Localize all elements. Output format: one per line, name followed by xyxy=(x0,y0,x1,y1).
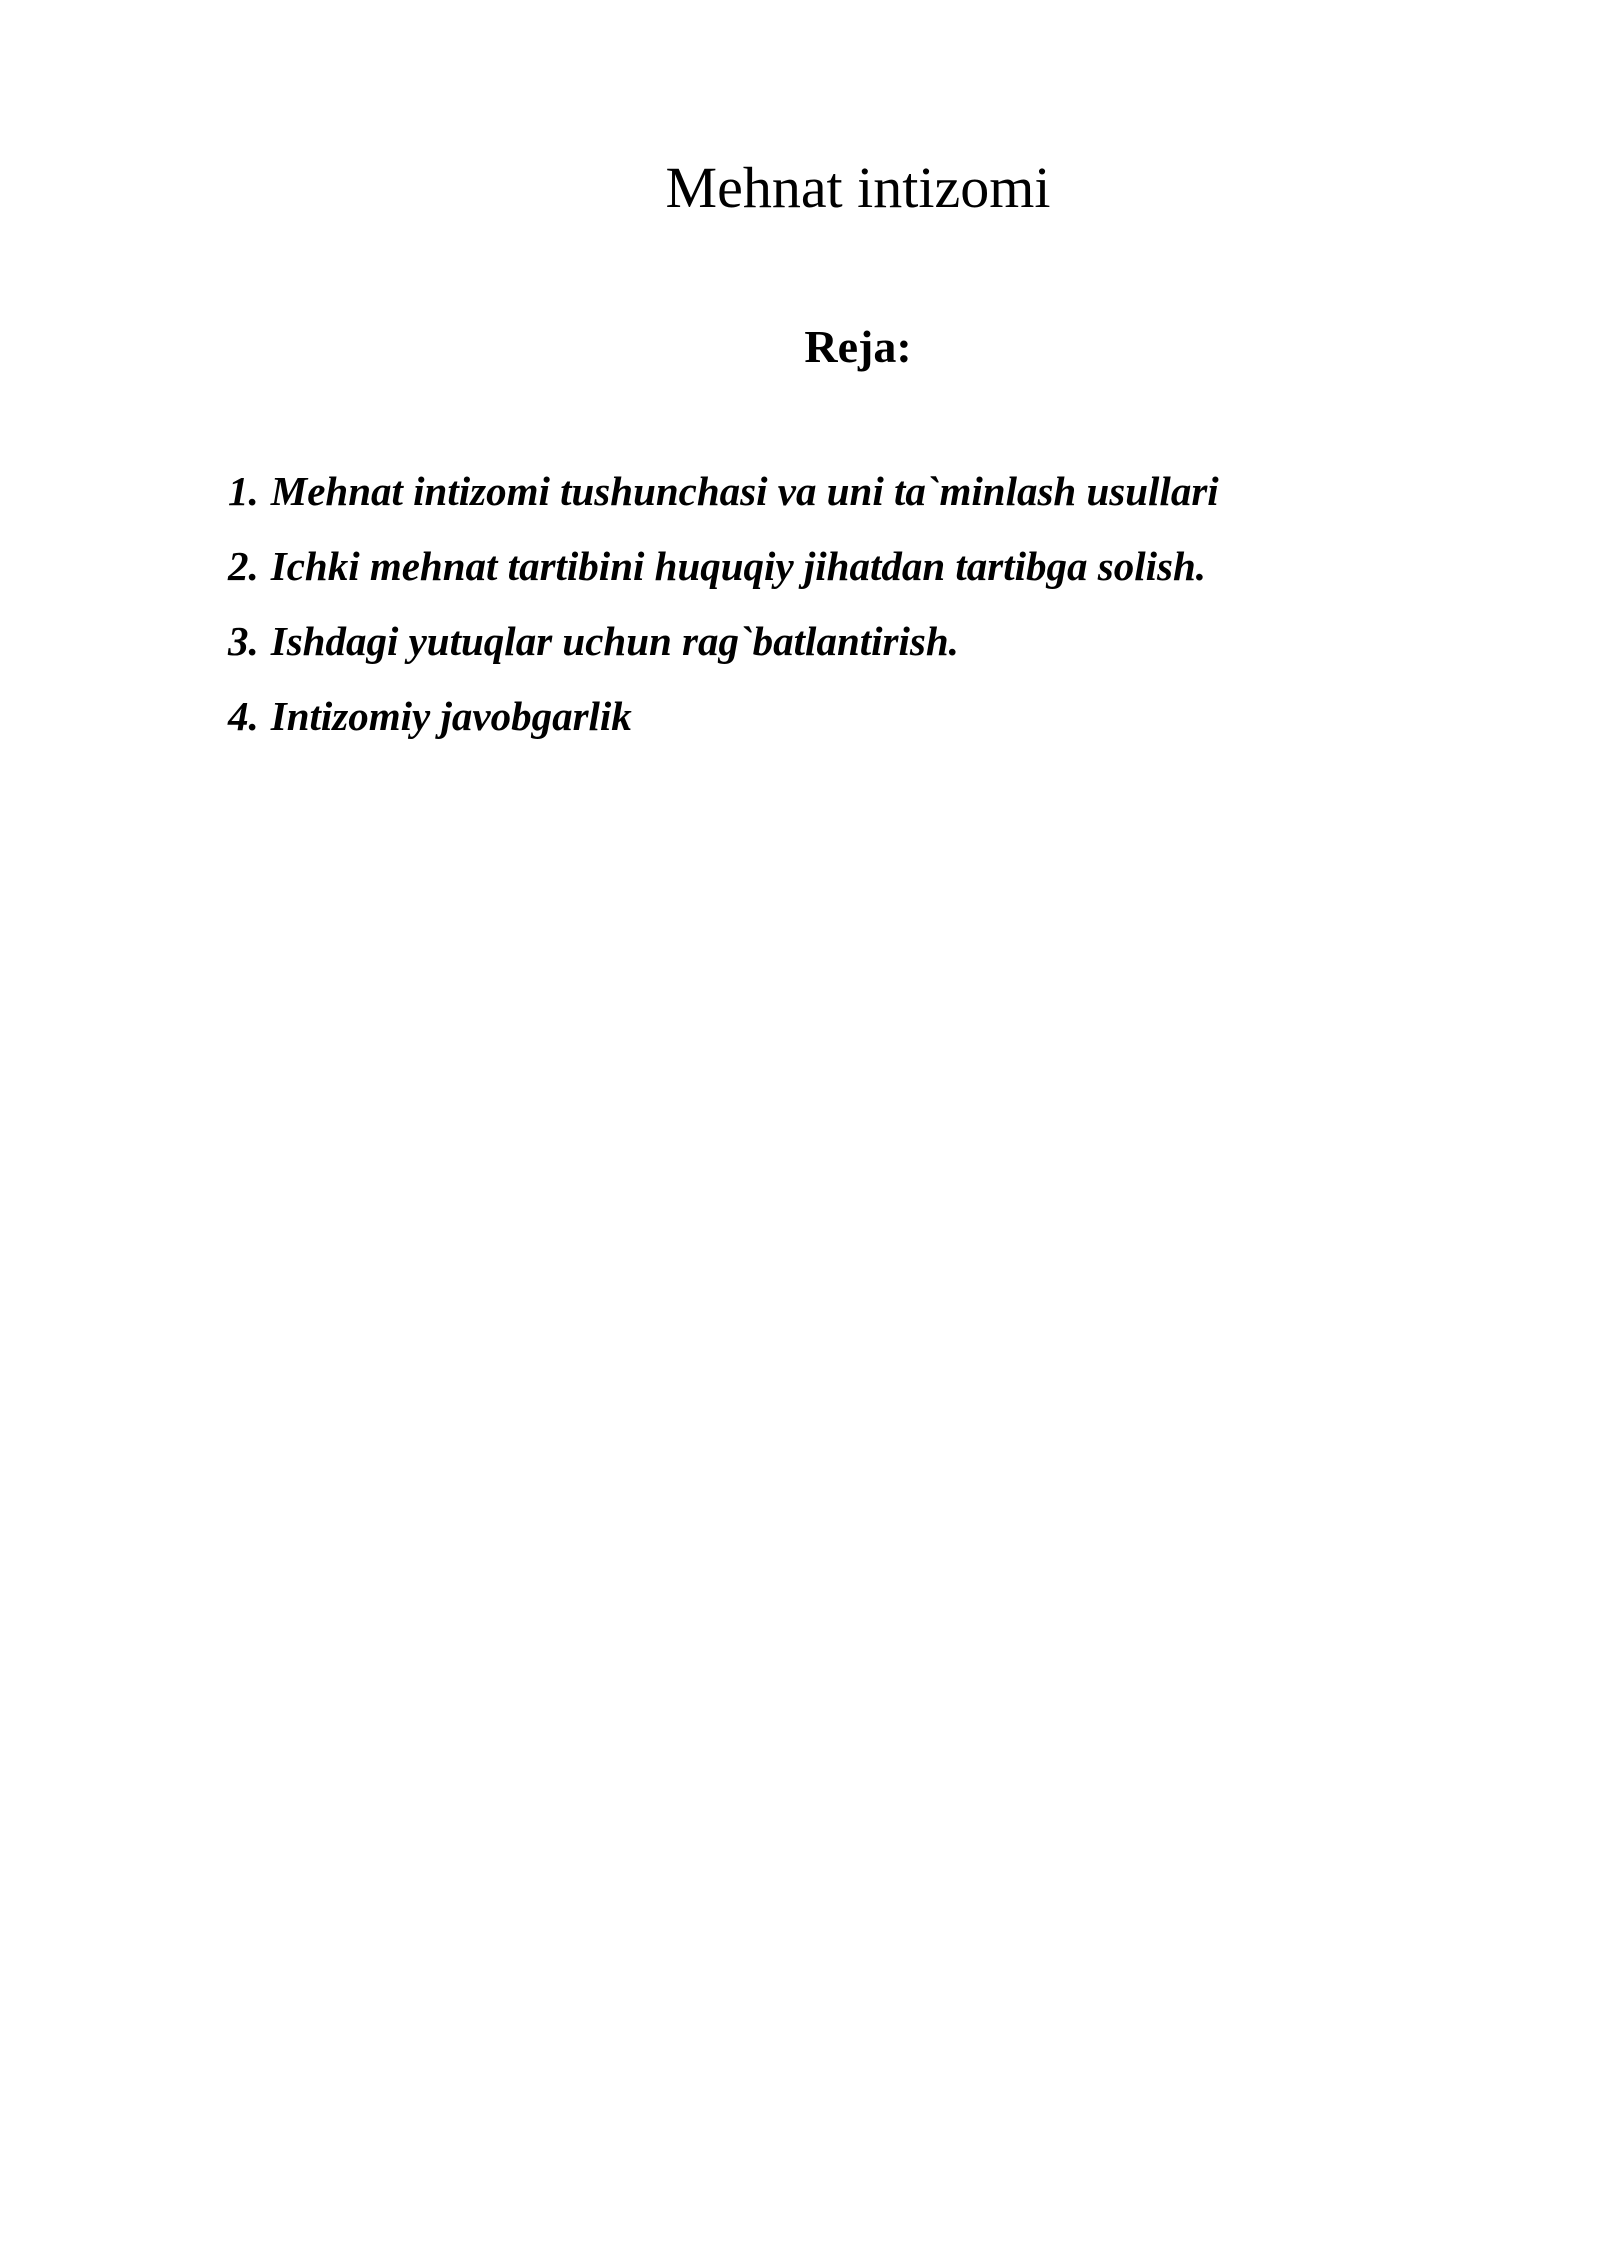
plan-item-number: 4. xyxy=(228,693,259,739)
plan-item-2 xyxy=(228,541,1428,592)
plan-item-4 xyxy=(228,691,1428,742)
plan-item-text: Ichki mehnat tartibini huquqiy jihatdan tartibga solish. xyxy=(270,543,1207,589)
plan-heading: Reja: xyxy=(804,321,912,372)
plan-item-text: Mehnat intizomi tushunchasi va uni ta`minlash usullari xyxy=(270,468,1219,514)
plan-item-number: 3. xyxy=(228,618,259,664)
plan-item-number: 1. xyxy=(228,468,259,514)
plan-item-text: Intizomiy javobgarlik xyxy=(270,693,632,739)
plan-item-3 xyxy=(228,616,1428,667)
plan-list xyxy=(228,466,1428,766)
plan-item-number: 2. xyxy=(228,543,259,589)
plan-item-text: Ishdagi yutuqlar uchun rag`batlantirish. xyxy=(270,618,959,664)
page-title: Mehnat intizomi xyxy=(665,155,1051,220)
plan-item-1 xyxy=(228,466,1428,517)
